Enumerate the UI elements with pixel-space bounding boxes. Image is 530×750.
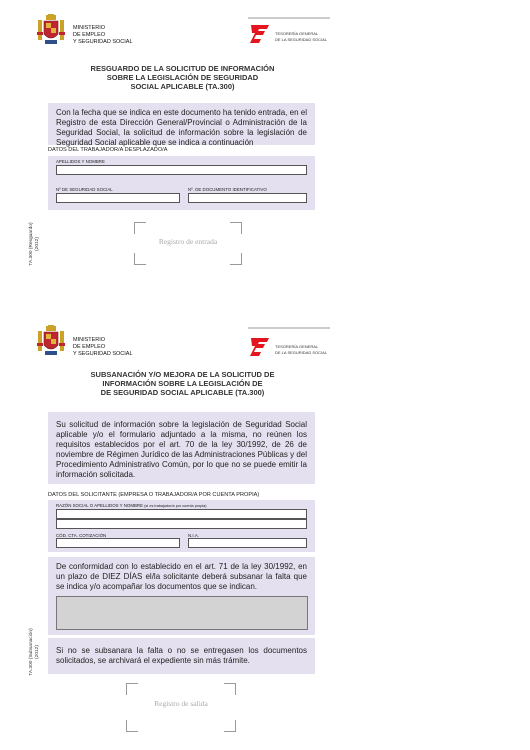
tgss-name: TESORERÍA GENERAL DE LA SEGURIDAD SOCIAL bbox=[275, 31, 328, 42]
stamp-corner bbox=[134, 222, 146, 234]
part2-title: SUBSANACIÓN Y/O MEJORA DE LA SOLICITUD DE INFORMACIÓN SOBRE LA LEGISLACIÓN DE DE SEGURIDAD SOCIAL APLICABLE (TA.300) bbox=[90, 370, 275, 397]
exit-stamp-label: Registro de salida bbox=[154, 699, 208, 708]
field-label-doc: Nº. DE DOCUMENTO IDENTIFICATIVO bbox=[188, 187, 267, 192]
company-name-input-2[interactable] bbox=[56, 519, 307, 529]
stamp-corner bbox=[230, 222, 242, 234]
closing-text: Si no se subsanara la falta o no se entregasen los documentos solicitados, se archivará el expediente sin más trámite. bbox=[56, 646, 307, 665]
ministry-name: MINISTERIO DE EMPLEO Y SEGURIDAD SOCIAL bbox=[73, 25, 133, 45]
id-document-number-input[interactable] bbox=[188, 193, 307, 203]
part1-intro-text: Con la fecha que se indica en este documento ha tenido entrada, en el Registro de esta Dirección General/Provincial o Administración de la Seguridad Social, la solicitud de información sobre la legislación de Seguridad Social aplicable que se indica a continuación bbox=[56, 108, 307, 147]
part1-worker-panel bbox=[48, 156, 315, 210]
tgss-logo-icon bbox=[250, 335, 270, 357]
stamp-corner bbox=[224, 683, 236, 695]
stamp-corner bbox=[224, 720, 236, 732]
coat-of-arms-icon bbox=[37, 14, 65, 46]
social-security-number-input[interactable] bbox=[56, 193, 180, 203]
stamp-corner bbox=[134, 253, 146, 265]
stamp-corner bbox=[126, 683, 138, 695]
field-label-nia: N.I.A. bbox=[188, 533, 199, 538]
part2-intro-panel bbox=[48, 412, 315, 484]
part2-section-label: DATOS DEL SOLICITANTE (EMPRESA O TRABAJADOR/A POR CUENTA PROPIA) bbox=[48, 492, 260, 498]
part2-applicant-panel bbox=[48, 500, 315, 552]
part1-intro-panel bbox=[48, 103, 315, 145]
field-label-company-name: RAZÓN SOCIAL O APELLIDOS Y NOMBRE (si es trabajador/a por cuenta propia) bbox=[56, 503, 207, 508]
stamp-corner bbox=[230, 253, 242, 265]
part1-side-code: TA.300 (Resguardo) (2012) bbox=[29, 222, 40, 266]
conformity-text: De conformidad con lo establecido en el art. 71 de la ley 30/1992, en un plazo de DIEZ DÍAS el/la solicitante deberá subsanar la falta que se indica y/o acompañar los documentos que se indican. bbox=[56, 562, 307, 591]
part1-section-label: DATOS DEL TRABAJADOR/A DESPLAZADO/A bbox=[48, 147, 168, 153]
entry-stamp-label: Registro de entrada bbox=[158, 237, 218, 246]
part1-title: RESGUARDO DE LA SOLICITUD DE INFORMACIÓN SOBRE LA LEGISLACIÓN DE SEGURIDAD SOCIAL APLICABLE (TA.300) bbox=[90, 64, 275, 91]
field-label-name: APELLIDOS Y NOMBRE bbox=[56, 159, 105, 164]
nia-input[interactable] bbox=[188, 538, 307, 548]
tgss-logo-icon bbox=[250, 22, 270, 44]
header-rule bbox=[248, 327, 330, 329]
missing-documents-textarea[interactable] bbox=[56, 596, 308, 630]
header-rule bbox=[248, 17, 330, 19]
part2-intro-text: Su solicitud de información sobre la legislación de Seguridad Social aplicable y/o el formulario adjuntado a la misma, no reúnen los requisitos establecidos por el art. 70 de la ley 30/1992, de 26 de noviembre de Régimen Jurídico de las Administraciones Públicas y del Procedimiento Administrativo Común, por lo que no se puede emitir la información solicitada. bbox=[56, 420, 307, 479]
tgss-name: TESORERÍA GENERAL DE LA SEGURIDAD SOCIAL bbox=[275, 344, 328, 355]
part2-closing-panel bbox=[48, 638, 315, 674]
stamp-corner bbox=[126, 720, 138, 732]
part2-side-code: TA.300 (Subsanación) (2012) bbox=[29, 628, 40, 676]
company-name-input-1[interactable] bbox=[56, 509, 307, 519]
field-label-cca: CÓD. CTA. COTIZACIÓN bbox=[56, 533, 107, 538]
contribution-account-code-input[interactable] bbox=[56, 538, 180, 548]
worker-name-input[interactable] bbox=[56, 165, 307, 175]
ministry-name: MINISTERIO DE EMPLEO Y SEGURIDAD SOCIAL bbox=[73, 337, 133, 357]
field-label-ss: Nº DE SEGURIDAD SOCIAL bbox=[56, 187, 113, 192]
coat-of-arms-icon bbox=[37, 325, 65, 357]
